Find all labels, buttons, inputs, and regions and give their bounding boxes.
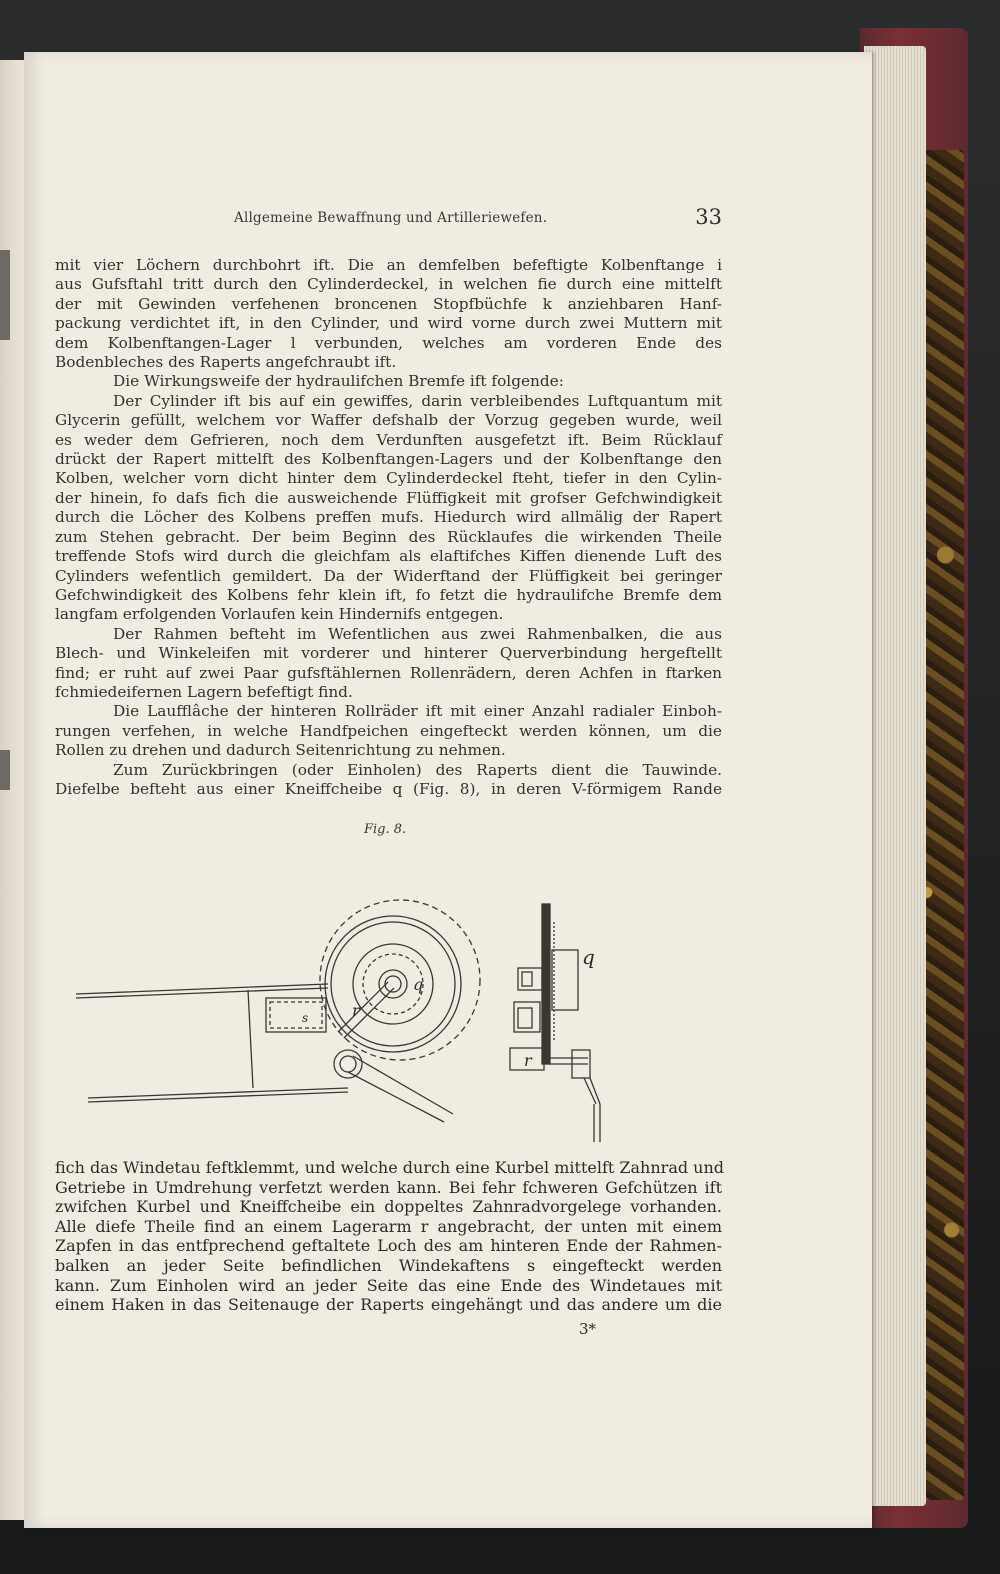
text-line: drückt der Rapert mittelft des Kolbenftangen-Lagers und der Kolbenftange den xyxy=(55,450,722,469)
body-text-bottom xyxy=(55,1158,725,1315)
text-line: Kolben, welcher vorn dicht hinter dem Cylinderdeckel fteht, tiefer in den Cylin- xyxy=(55,469,722,488)
figure-label-r: r xyxy=(352,1001,360,1020)
text-line: einem Haken in das Seitenauge der Raperts eingehängt und das andere um die xyxy=(55,1295,722,1315)
previous-page-mark xyxy=(0,750,10,790)
text-line: Bodenbleches des Raperts angefchraubt ift. xyxy=(55,353,397,372)
text-line: Zapfen in das entfprechend geftaltete Loch des am hinteren Ende der Rahmen- xyxy=(55,1236,722,1256)
text-line: fich das Windetau feftklemmt, und welche durch eine Kurbel mittelft Zahnrad und xyxy=(55,1158,725,1177)
signature-mark: 3* xyxy=(579,1320,597,1338)
text-line: mit vier Löchern durchbohrt ift. Die an demfelben befeftigte Kolbenftange i xyxy=(55,256,722,274)
text-line: treffende Stofs wird durch die gleichfam als elaftifches Kiffen dienende Luft des xyxy=(55,547,722,566)
running-head: Allgemeine Bewaffnung und Artilleriewefen. xyxy=(234,210,548,226)
figure-label-r-side: r xyxy=(524,1051,532,1070)
text-line: Der Rahmen befteht im Wefentlichen aus zwei Rahmenbalken, die aus xyxy=(113,624,722,643)
page-number: 33 xyxy=(695,205,722,229)
text-line: Die Wirkungsweife der hydraulifchen Bremfe ift folgende: xyxy=(113,372,564,391)
figure-8-winch-drawing xyxy=(48,842,768,1142)
text-line: Der Cylinder ift bis auf ein gewiffes, darin verbleibendes Luftquantum mit xyxy=(113,391,722,410)
text-line: der hinein, fo dafs fich die ausweichende Flüffigkeit mit grofser Gefchwindigkeit xyxy=(55,488,722,507)
page-edges xyxy=(864,46,926,1506)
text-line: fchmiedeifernen Lagern befeftigt find. xyxy=(55,682,353,701)
text-line: langfam erfolgenden Vorlaufen kein Hindernifs entgegen. xyxy=(55,605,504,624)
text-line: balken an jeder Seite befindlichen Windekaftens s eingefteckt werden xyxy=(55,1255,722,1275)
text-line: durch die Löcher des Kolbens preffen mufs. Hiedurch wird allmälig der Rapert xyxy=(55,508,722,527)
text-line: rungen verfehen, in welche Handfpeichen eingefteckt werden können, um die xyxy=(55,721,722,740)
text-line: Cylinders wefentlich gemildert. Da der Widerftand der Flüffigkeit bei geringer xyxy=(55,566,722,585)
text-line: dem Kolbenftangen-Lager l verbunden, welches am vorderen Ende des xyxy=(55,333,722,352)
figure-label-q-side: q xyxy=(582,945,595,969)
figure-caption: Fig. 8. xyxy=(364,822,407,837)
body-text-top xyxy=(55,256,722,799)
text-line: der mit Gewinden verfehenen broncenen Stopfbüchfe k anziehbaren Hanf- xyxy=(55,294,722,313)
text-line: Die Laufflâche der hinteren Rollräder ift mit einer Anzahl radialer Einboh- xyxy=(113,702,722,721)
text-line: Zum Zurückbringen (oder Einholen) des Raperts dient die Tauwinde. xyxy=(113,760,722,779)
text-line: kann. Zum Einholen wird an jeder Seite das eine Ende des Windetaues mit xyxy=(55,1275,722,1295)
text-line: aus Gufsftahl tritt durch den Cylinderdeckel, in welchen fie durch eine mittelft xyxy=(55,275,722,294)
text-line: Getriebe in Umdrehung verfetzt werden kann. Bei fehr fchweren Gefchützen ift xyxy=(55,1177,722,1197)
text-line: Glycerin gefüllt, welchem vor Waffer defshalb der Vorzug gegeben wurde, weil xyxy=(55,411,722,430)
text-line: es weder dem Gefrieren, noch dem Verdunften ausgefetzt ift. Beim Rücklauf xyxy=(55,430,722,449)
figure-label-s: s xyxy=(302,1011,309,1025)
text-line: Gefchwindigkeit des Kolbens fehr klein ift, fo fetzt die hydraulifche Bremfe dem xyxy=(55,585,722,604)
previous-page-edge xyxy=(0,60,26,1520)
book-page xyxy=(24,52,872,1528)
text-line: Rollen zu drehen und dadurch Seitenrichtung zu nehmen. xyxy=(55,741,506,760)
text-line: Alle diefe Theile find an einem Lagerarm r angebracht, der unten mit einem xyxy=(55,1216,722,1236)
figure-label-q: q xyxy=(413,975,424,994)
previous-page-mark xyxy=(0,250,10,340)
text-line: Blech- und Winkeleifen mit vorderer und hinterer Querverbindung hergeftellt xyxy=(55,644,722,663)
text-line: zwifchen Kurbel und Kneiffcheibe ein doppeltes Zahnradvorgelege vorhanden. xyxy=(55,1197,722,1217)
text-line: packung verdichtet ift, in den Cylinder, und wird vorne durch zwei Muttern mit xyxy=(55,314,722,333)
text-line: find; er ruht auf zwei Paar gufsftählernen Rollenrädern, deren Achfen in ftarken xyxy=(55,663,722,682)
text-line: Diefelbe befteht aus einer Kneiffcheibe q (Fig. 8), in deren V-förmigem Rande xyxy=(55,779,722,798)
text-line: zum Stehen gebracht. Der beim Beginn des Rücklaufes die wirkenden Theile xyxy=(55,527,722,546)
